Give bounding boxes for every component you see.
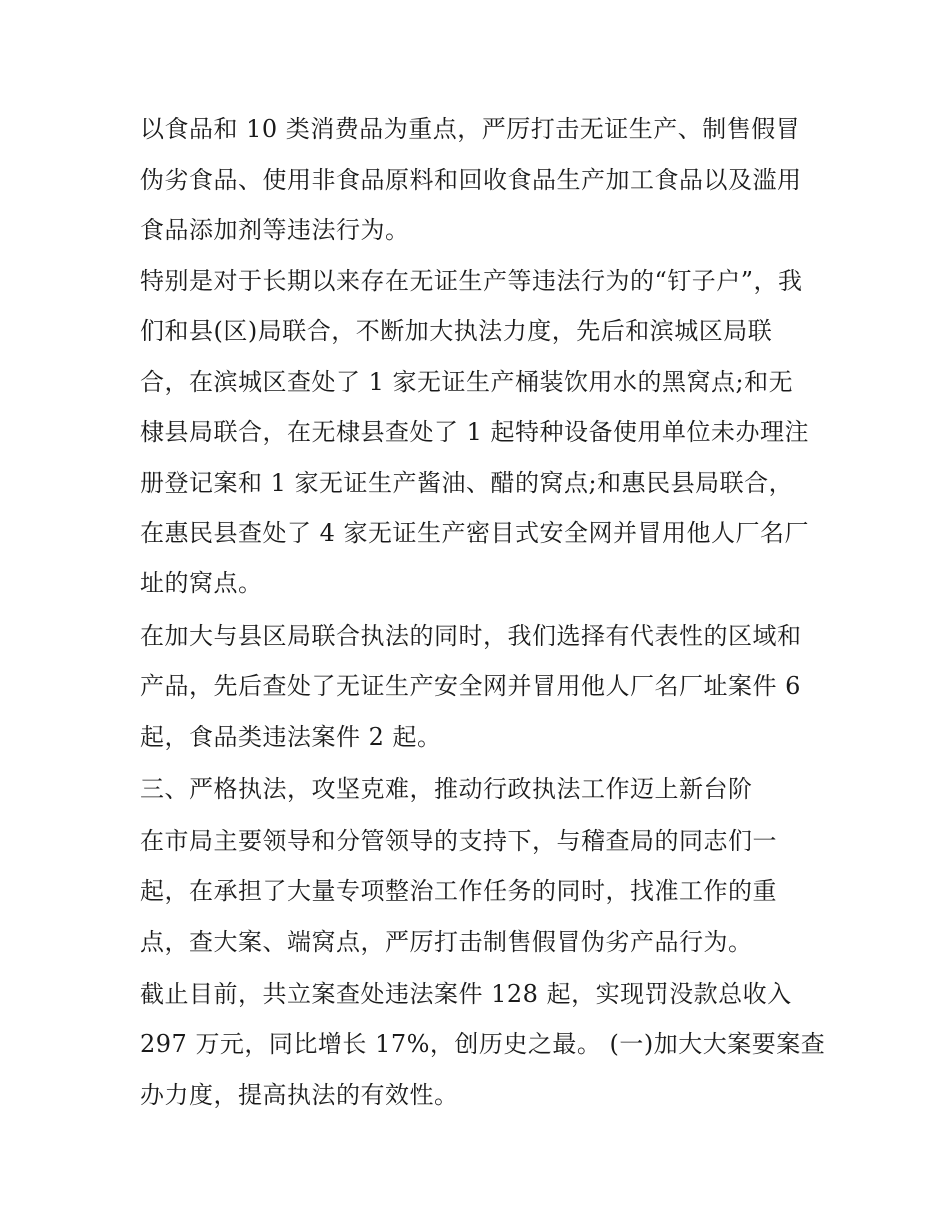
text-line: 在惠民县查处了 4 家无证生产密目式安全网并冒用他人厂名厂 <box>140 519 810 547</box>
text-line: 截止目前，共立案查处违法案件 128 起，实现罚没款总收入 <box>140 980 792 1008</box>
section-heading: 三、严格执法，攻坚克难，推动行政执法工作迈上新台阶 <box>140 775 753 803</box>
text-line: 棣县局联合，在无棣县查处了 1 起特种设备使用单位未办理注 <box>140 418 810 446</box>
text-line: 册登记案和 1 家无证生产酱油、醋的窝点;和惠民县局联合， <box>140 469 794 497</box>
text-line: 合，在滨城区查处了 1 家无证生产桶装饮用水的黑窝点;和无 <box>140 368 794 396</box>
text-line: 起，食品类违法案件 2 起。 <box>140 723 442 751</box>
text-line: 址的窝点。 <box>140 569 263 597</box>
text-line: 点，查大案、端窝点，严厉打击制售假冒伪劣产品行为。 <box>140 928 753 956</box>
text-line: 特别是对于长期以来存在无证生产等违法行为的“钉子户”，我 <box>140 267 803 295</box>
text-line: 起，在承担了大量专项整治工作任务的同时，找准工作的重 <box>140 877 777 905</box>
text-line: 们和县(区)局联合，不断加大执法力度，先后和滨城区局联 <box>140 317 773 345</box>
text-line: 在加大与县区局联合执法的同时，我们选择有代表性的区域和 <box>140 622 802 650</box>
text-line: 产品，先后查处了无证生产安全网并冒用他人厂名厂址案件 6 <box>140 672 801 700</box>
text-line: 以食品和 10 类消费品为重点，严厉打击无证生产、制售假冒 <box>140 115 801 143</box>
text-line: 办力度，提高执法的有效性。 <box>140 1081 459 1109</box>
text-line: 297 万元，同比增长 17%，创历史之最。 (一)加大大案要案查 <box>140 1030 826 1058</box>
text-line: 在市局主要领导和分管领导的支持下，与稽查局的同志们一 <box>140 827 777 855</box>
text-line: 食品添加剂等违法行为。 <box>140 216 410 244</box>
text-line: 伪劣食品、使用非食品原料和回收食品生产加工食品以及滥用 <box>140 166 802 194</box>
